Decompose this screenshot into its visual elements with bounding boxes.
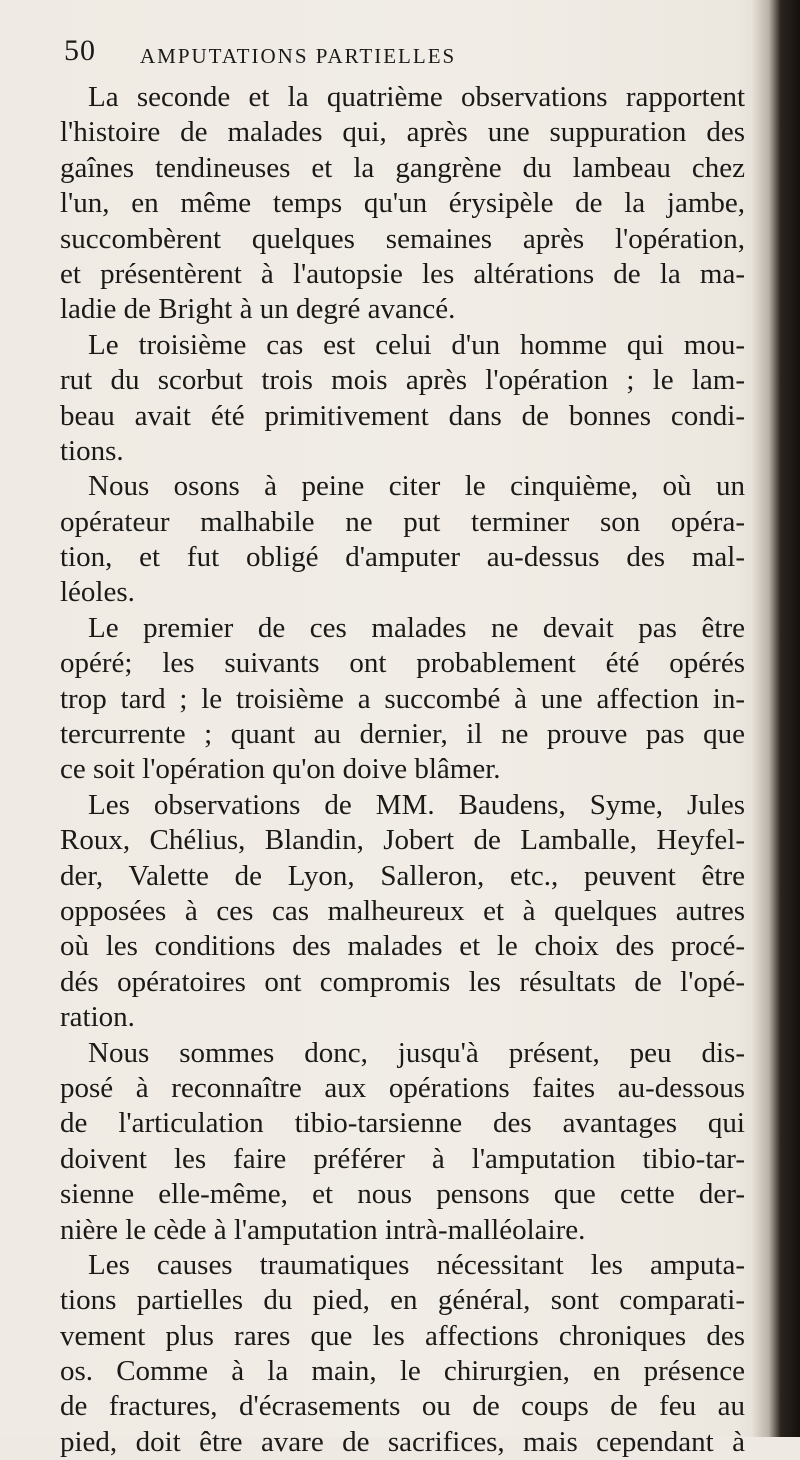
page-number: 50 — [64, 34, 96, 67]
text-line: l'histoire de malades qui, après une suppuration des — [60, 116, 745, 149]
text-line: Le premier de ces malades ne devait pas être — [88, 611, 745, 644]
text-line: l'un, en même temps qu'un érysipèle de la jambe, — [60, 187, 745, 220]
text-line: Les observations de MM. Baudens, Syme, Jules — [88, 788, 745, 821]
text-line: os. Comme à la main, le chirurgien, en présence — [60, 1355, 745, 1388]
text-line: ration. — [60, 1001, 135, 1034]
text-line: posé à reconnaître aux opérations faites au-dessous — [60, 1071, 745, 1104]
text-line: La seconde et la quatrième observations rapportent — [88, 81, 745, 113]
text-line: Les causes traumatiques nécessitant les amputa- — [88, 1248, 745, 1281]
page-header — [64, 34, 744, 84]
text-line: opérateur malhabile ne put terminer son opéra- — [60, 505, 745, 538]
text-line: ce soit l'opération qu'on doive blâmer. — [60, 753, 501, 786]
text-line: der, Valette de Lyon, Salleron, etc., peuvent être — [60, 859, 745, 892]
book-spine-shadow — [752, 0, 800, 1437]
text-line: tions partielles du pied, en général, sont comparati- — [60, 1284, 745, 1317]
text-line: succombèrent quelques semaines après l'opération, — [60, 222, 745, 255]
text-line: Roux, Chélius, Blandin, Jobert de Lamballe, Heyfel- — [60, 824, 745, 857]
running-head: AMPUTATIONS PARTIELLES — [140, 44, 457, 68]
text-line: Le troisième cas est celui d'un homme qui mou- — [88, 328, 745, 361]
body-text — [60, 80, 745, 1460]
text-line: où les conditions des malades et le choix des procé- — [60, 930, 745, 963]
text-line: doivent les faire préférer à l'amputation tibio-tar- — [60, 1142, 745, 1175]
text-line: rut du scorbut trois mois après l'opération ; le lam- — [60, 364, 745, 397]
text-line: opposées à ces cas malheureux et à quelques autres — [60, 894, 745, 927]
text-line: de l'articulation tibio-tarsienne des avantages qui — [60, 1107, 745, 1140]
text-line: opéré; les suivants ont probablement été opérés — [60, 647, 745, 680]
text-line: sienne elle-même, et nous pensons que cette der- — [60, 1178, 745, 1211]
text-line: beau avait été primitivement dans de bonnes condi- — [60, 399, 745, 432]
text-line: Nous sommes donc, jusqu'à présent, peu dis- — [88, 1036, 745, 1069]
text-line: Nous osons à peine citer le cinquième, où un — [88, 470, 745, 503]
text-line: de fractures, d'écrasements ou de coups de feu au — [60, 1390, 745, 1423]
text-line: nière le cède à l'amputation intrà-malléolaire. — [60, 1213, 586, 1246]
text-line: léoles. — [60, 576, 135, 609]
text-line: tercurrente ; quant au dernier, il ne prouve pas que — [60, 718, 745, 751]
text-line: tions. — [60, 434, 124, 467]
text-line: pied, doit être avare de sacrifices, mais cependant à — [60, 1425, 745, 1458]
text-line: tion, et fut obligé d'amputer au-dessus des mal- — [60, 541, 745, 574]
text-line: vement plus rares que les affections chroniques des — [60, 1319, 745, 1352]
text-line: dés opératoires ont compromis les résultats de l'opé- — [60, 965, 745, 998]
text-line: ladie de Bright à un degré avancé. — [60, 293, 456, 326]
text-line: et présentèrent à l'autopsie les altérations de la ma- — [60, 257, 745, 290]
text-line: gaînes tendineuses et la gangrène du lambeau chez — [60, 151, 745, 184]
text-line: trop tard ; le troisième a succombé à une affection in- — [60, 682, 745, 715]
